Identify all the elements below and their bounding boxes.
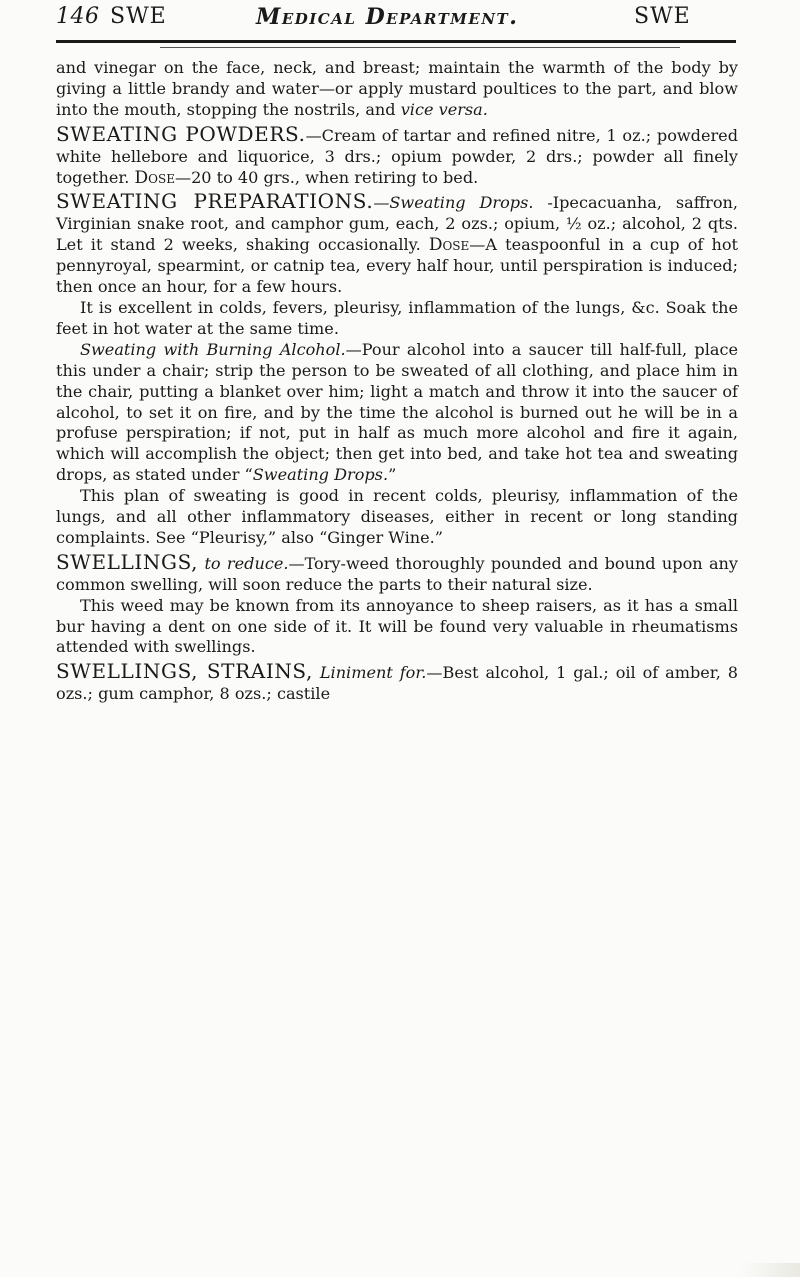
paragraph-plan: This plan of sweating is good in recent colds, pleurisy, inflammation of the lungs, and all other inflammatory diseases, either in recent or long standing complaints. See “Pleurisy,” also “Ginger Wine.” <box>56 486 738 547</box>
entry-swellings-strains: SWELLINGS, STRAINS, Liniment for.—Best alcohol, 1 gal.; oil of amber, 8 ozs.; gum camphor, 8 ozs.; castile <box>56 659 738 704</box>
paragraph-continuation: and vinegar on the face, neck, and breast; maintain the warmth of the body by giving a little brandy and water—or apply mustard poultices to the part, and blow into the mouth, stopping the nostrils, and vice versa. <box>56 58 738 119</box>
header-rule-thick <box>56 40 736 43</box>
entry-heading: SWELLINGS, STRAINS, <box>56 659 313 684</box>
entry-burning-alcohol: Sweating with Burning Alcohol.—Pour alcohol into a saucer till half-full, place this under a chair; strip the person to be sweated of all clothing, and place him in the chair, putting a blanket over him; light a match and throw it into the saucer of alcohol, to set it on fire, and by the time the alcohol is burned out he will be in a profuse perspiration; if not, put in half as much more alcohol and fire it again, which will accomplish the object; then get into bed, and take hot tea and sweating drops, as stated under “Sweating Drops.” <box>56 339 738 485</box>
entry-subheading: to reduce. <box>204 553 289 573</box>
dose-label: Dose <box>428 235 470 256</box>
entry-subheading: Liniment for. <box>319 663 427 683</box>
page-body <box>56 58 738 705</box>
entry-swellings: SWELLINGS, to reduce.—Tory-weed thoroughly pounded and bound upon any common swelling, will soon reduce the parts to their natural size. <box>56 549 738 594</box>
paragraph-uses: It is excellent in colds, fevers, pleurisy, inflammation of the lungs, &c. Soak the feet in hot water at the same time. <box>56 297 738 338</box>
entry-subheading: —Sweating Drops. <box>373 193 534 213</box>
header-right-word: SWE <box>634 4 691 29</box>
page-number: 146 <box>56 4 100 29</box>
entry-heading: SWEATING POWDERS. <box>56 121 306 146</box>
paragraph-weed: This weed may be known from its annoyance to sheep raisers, as it has a small bur having a dent on one side of it. It will be found very valuable in rheumatisms attended with swellings. <box>56 595 738 657</box>
header-title: Medical Department. <box>256 4 519 30</box>
header-rule-thin <box>160 47 680 48</box>
dose-label: Dose <box>134 167 175 188</box>
header-left-word: SWE <box>110 4 167 29</box>
cross-reference: Sweating Drops. <box>252 465 389 485</box>
entry-sweating-preparations: SWEATING PREPARATIONS.—Sweating Drops. -Ipecacuanha, saffron, Virginian snake root, and camphor gum, each, 2 ozs.; opium, ½ oz.; alcohol, 2 qts. Let it stand 2 weeks, shaking occasionally. Dose—A teaspoonful in a cup of hot pennyroyal, spearmint, or catnip tea, every half hour, until perspiration is induced; then once an hour, for a few hours. <box>56 189 738 297</box>
page-corner-shadow <box>740 1263 800 1277</box>
entry-heading: SWELLINGS, <box>56 549 199 574</box>
italic-phrase: vice versa. <box>400 99 488 119</box>
entry-sweating-powders: SWEATING POWDERS.—Cream of tartar and refined nitre, 1 oz.; powdered white hellebore and liquorice, 3 drs.; opium powder, 2 drs.; powder all finely together. Dose—20 to 40 grs., when retiring to bed. <box>56 121 739 188</box>
entry-subheading: Sweating with Burning Alcohol. <box>80 339 346 359</box>
entry-heading: SWEATING PREPARATIONS. <box>56 189 374 214</box>
